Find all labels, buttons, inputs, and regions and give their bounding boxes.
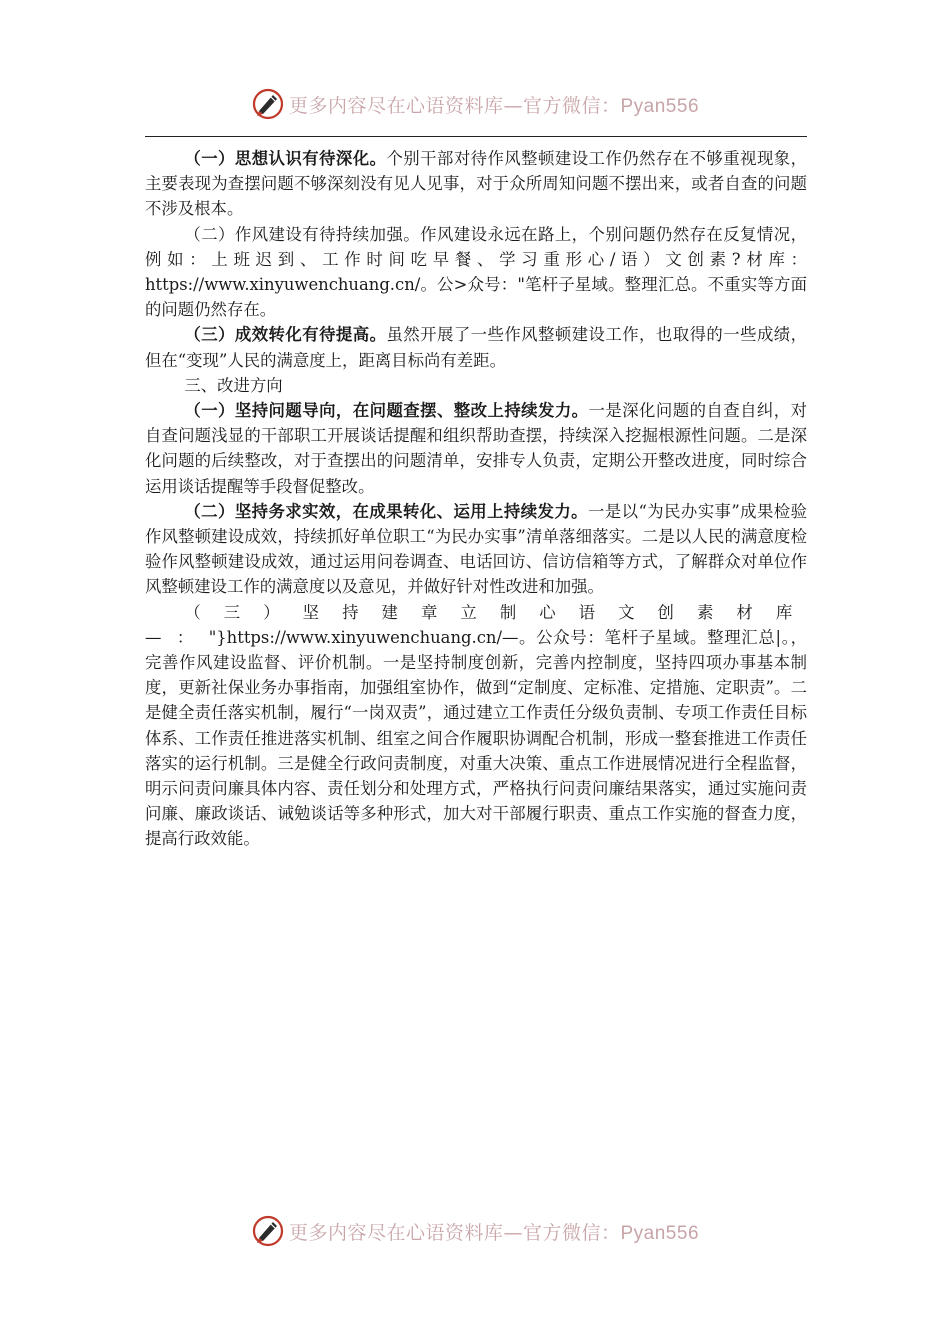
paragraph-4-body: 一是深化问题的自查自纠，对自查问题浅显的干部职工开展谈话提醒和组织帮助查摆，持续深入挖掘根源性问题。二是深化问题的后续整改，对于查摆出的问题清单，安排专人负责，定期公开整改进度，同时综合运用谈话提醒等手段督促整改。 [145, 401, 808, 496]
header-banner-text [289, 91, 699, 118]
paragraph-3-lead: （三）成效转化有待提高。 [184, 325, 387, 345]
footer-banner-label: 更多内容尽在心语资料库—官方微信： [288, 1221, 621, 1244]
paragraph-5 [145, 499, 807, 600]
footer-banner-text [289, 1218, 699, 1245]
document-body [145, 146, 807, 852]
paragraph-5-lead: （二）坚持务求实效，在成果转化、运用上持续发力。 [184, 501, 588, 521]
paragraph-6-spaced: （三）坚持建章立制心语文创素材库—： [145, 602, 807, 647]
logo-icon [251, 87, 285, 121]
section-heading [145, 373, 807, 398]
paragraph-3 [145, 322, 807, 372]
footer-banner [0, 1211, 950, 1251]
paragraph-5-body: 一是以“为民办实事”成果检验作风整顿建设成效，持续抓好单位职工“为民办实事”清单落细落实。二是以人民的满意度检验作风整顿建设成效，通过运用问卷调查、电话回访、信访信箱等方式，了解群众对单位作风整顿建设工作的满意度以及意见，并做好针对性改进和加强。 [145, 501, 808, 597]
logo-icon [251, 1214, 285, 1248]
paragraph-4-lead: （一）坚持问题导向，在问题查摆、整改上持续发力。 [184, 401, 589, 421]
header-banner-label: 更多内容尽在心语资料库—官方微信： [288, 94, 621, 117]
paragraph-1 [145, 146, 807, 222]
paragraph-4 [145, 398, 807, 499]
paragraph-2 [145, 222, 807, 323]
paragraph-1-body: 个别干部对待作风整顿建设工作仍然存在不够重视现象，主要表现为查摆问题不够深刻没有见人见事，对于众所周知问题不摆出来，或者自查的问题不涉及根本。 [145, 149, 808, 219]
header-divider [145, 136, 807, 137]
paragraph-1-lead: （一）思想认识有待深化。 [184, 149, 387, 168]
section-heading-text: 三、改进方向 [184, 375, 283, 395]
footer-banner-handle: Pyan556 [620, 1222, 700, 1244]
header-banner [0, 84, 950, 124]
paragraph-3-body: 虽然开展了一些作风整顿建设工作，也取得的一些成绩，但在“变现”人民的满意度上，距离目标尚有差距。 [145, 325, 808, 370]
paragraph-6 [145, 600, 807, 852]
header-banner-handle: Pyan556 [620, 95, 700, 117]
paragraph-2-body: （二）作风建设有待持续加强。作风建设永远在路上，个别问题仍然存在反复情况，例如：上班迟到、工作时间吃早餐、学习重形心/语）文创素?材库：https://www.xinyuwenchuang.cn/。公>众号："笔杆子星域。整理汇总。不重实等方面的问题仍然存在。 [145, 224, 807, 320]
paragraph-6-body: "}https://www.xinyuwenchuang.cn/—。公众号：笔杆子星域。整理汇总|。，完善作风建设监督、评价机制。一是坚持制度创新，完善内控制度，坚持四项办事基本制度，更新社保业务办事指南，加强组室协作，做到“定制度、定标准、定措施、定职责”。二是健全责任落实机制，履行“一岗双责”，通过建立工作责任分级负责制、专项工作责任目标体系、工作责任推进落实机制、组室之间合作履职协调配合机制，形成一整套推进工作责任落实的运行机制。三是健全行政问责制度，对重大决策、重点工作进展情况进行全程监督，明示问责问廉具体内容、责任划分和处理方式，严格执行问责问廉结果落实，通过实施问责问廉、廉政谈话、诫勉谈话等多种形式，加大对干部履行职责、重点工作实施的督查力度，提高行政效能。 [145, 627, 807, 849]
